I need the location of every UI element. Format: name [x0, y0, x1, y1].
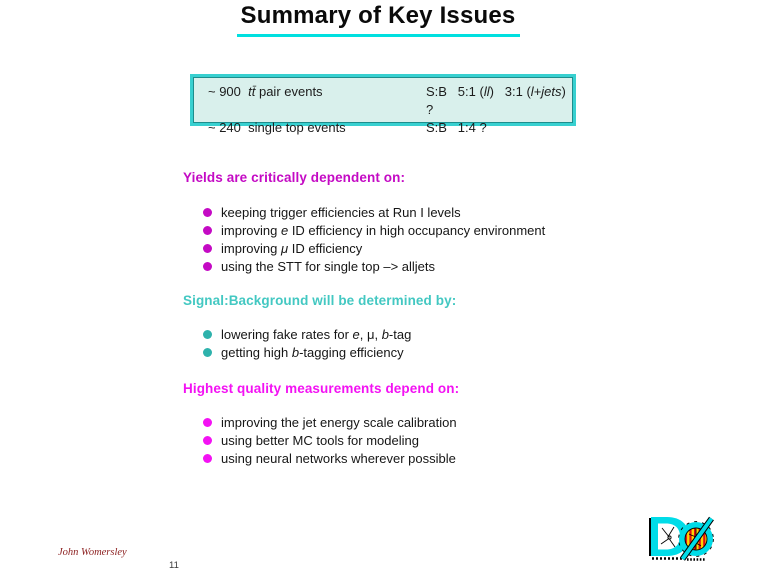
bullet-text: keeping trigger efficiencies at Run I levels	[221, 204, 461, 220]
list-item	[203, 413, 457, 431]
bullet-text: using better MC tools for modeling	[221, 432, 419, 448]
bullet-icon	[203, 330, 212, 339]
yields-bullet-list	[203, 203, 545, 275]
bullet-text: using the STT for single top –> alljets	[221, 258, 436, 274]
bullet-text: improving μ ID efficiency	[221, 240, 363, 256]
list-item	[203, 203, 545, 221]
bullet-text: getting high b-tagging efficiency	[221, 344, 404, 360]
page-title: Summary of Key Issues	[240, 2, 516, 29]
bullet-icon	[203, 436, 212, 445]
d0-logo-icon	[648, 513, 718, 567]
bullet-icon	[203, 208, 212, 217]
page-number: 11	[169, 560, 179, 571]
bullet-icon	[203, 262, 212, 271]
section-heading-signal-background: Signal:Background will be determined by:	[183, 293, 457, 308]
section-heading-yields: Yields are critically dependent on:	[183, 170, 406, 185]
bullet-text: lowering fake rates for e, μ, b-tag	[221, 326, 412, 342]
bullet-text: improving e ID efficiency in high occupancy environment	[221, 222, 546, 238]
list-item	[203, 239, 545, 257]
event-count-single-top: ~ 240 single top events	[208, 120, 346, 135]
bullet-text: using neural networks wherever possible	[221, 450, 456, 466]
d0-logo	[648, 513, 718, 572]
list-item	[203, 325, 411, 343]
bullet-icon	[203, 226, 212, 235]
bullet-icon	[203, 418, 212, 427]
summary-box-row	[208, 119, 572, 137]
sb-ratio-ttbar: S:B 5:1 (ll) 3:1 (l+jets) ?	[426, 84, 570, 117]
event-count-ttbar: ~ 900 tt̄ pair events	[208, 84, 323, 99]
author-name: John Womersley	[58, 547, 127, 558]
bullet-icon	[203, 244, 212, 253]
list-item	[203, 449, 457, 467]
bullet-icon	[203, 348, 212, 357]
title-underline	[237, 34, 520, 37]
title-inner	[237, 2, 520, 37]
title-block	[0, 2, 768, 37]
signal-background-bullet-list	[203, 325, 411, 361]
sb-ratio-single-top: S:B 1:4 ?	[426, 120, 487, 135]
bullet-text: improving the jet energy scale calibration	[221, 414, 457, 430]
quality-bullet-list	[203, 413, 457, 467]
summary-box	[193, 77, 573, 135]
section-heading-quality: Highest quality measurements depend on:	[183, 381, 460, 396]
list-item	[203, 221, 545, 239]
list-item	[203, 343, 411, 361]
summary-box-row	[208, 83, 572, 119]
list-item	[203, 431, 457, 449]
bullet-icon	[203, 454, 212, 463]
list-item	[203, 257, 545, 275]
